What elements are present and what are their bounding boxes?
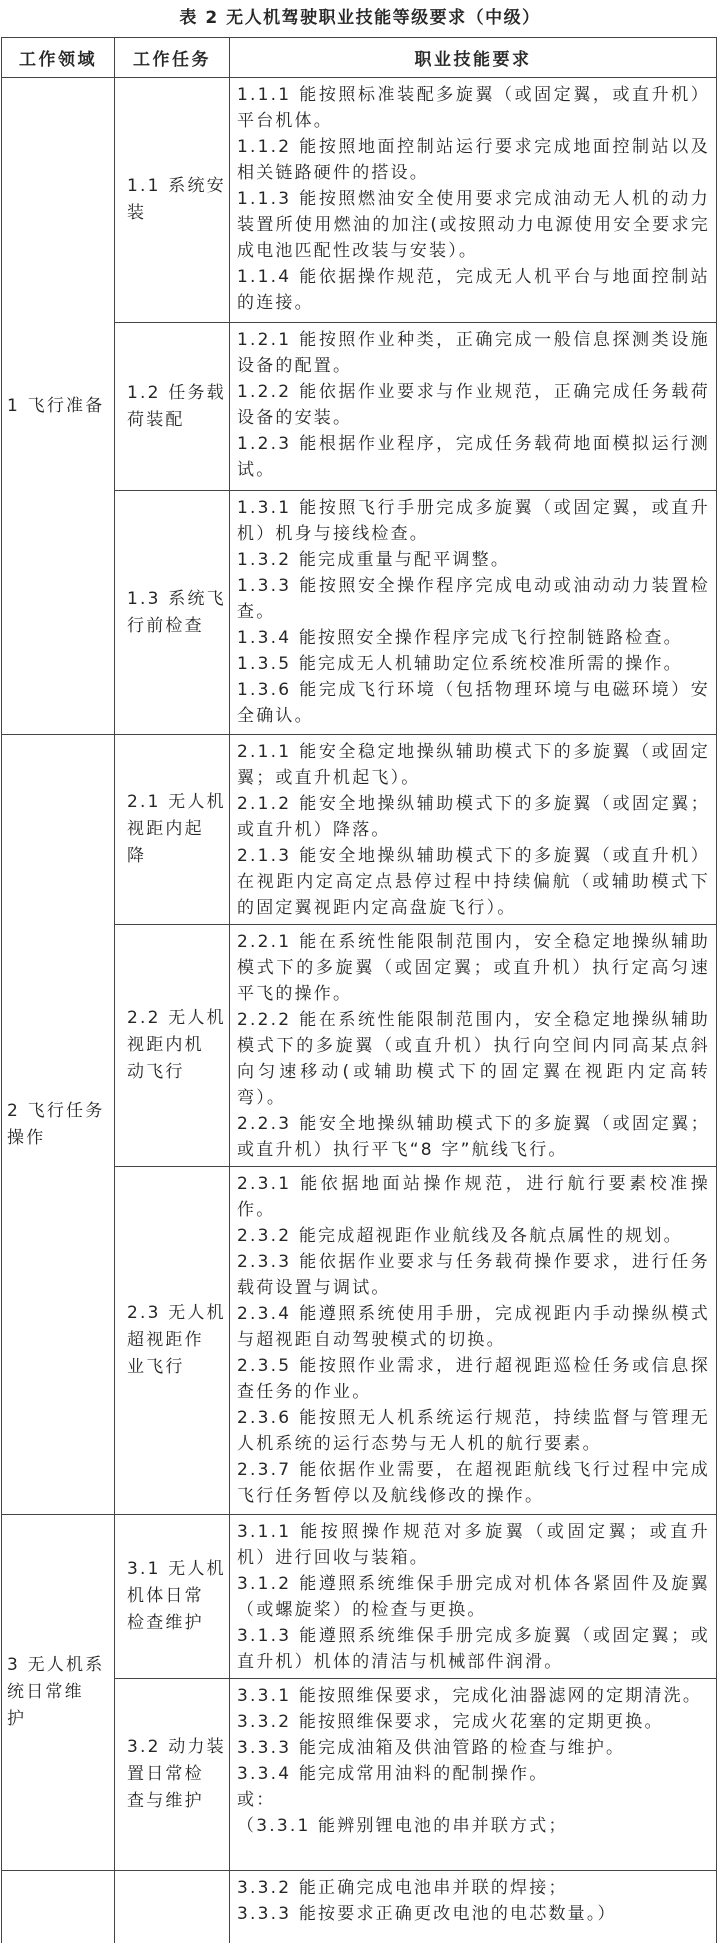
work-task-label: 视距内起: [127, 819, 204, 839]
requirement-item: 3.3.2 能按照维保要求，完成火花塞的定期更换。: [237, 1712, 664, 1732]
requirement-item: 2.3.4 能遵照系统使用手册，完成视距内手动操纵模式与超视距自动驾驶模式的切换。: [237, 1304, 710, 1350]
work-area-label: 护: [7, 1709, 27, 1729]
requirement-item: 3.3.3 能按要求正确更改电池的电芯数量。）: [237, 1904, 617, 1924]
requirement-item: 2.2.3 能安全地操纵辅助模式下的多旋翼（或固定翼；或直升机）执行平飞“8 字”航线飞行。: [237, 1114, 710, 1160]
work-task-label: 查与维护: [127, 1791, 204, 1811]
work-task-cell: [114, 77, 229, 322]
requirement-item: 1.2.3 能根据作业程序，完成任务载荷地面模拟运行测试。: [237, 434, 710, 480]
requirement-item: 2.3.5 能按照作业需求，进行超视距巡检任务或信息探查任务的作业。: [237, 1356, 710, 1402]
requirements-cell: [229, 490, 716, 734]
work-task-label: 3.1 无人机: [127, 1559, 226, 1579]
work-task-cell: [114, 322, 229, 490]
requirement-item: 或：: [237, 1790, 276, 1810]
empty-area-cell: [1, 1870, 114, 1943]
requirement-item: 2.3.7 能依据作业需要，在超视距航线飞行过程中完成飞行任务暂停以及航线修改的操作。: [237, 1460, 710, 1506]
requirement-item: 1.2.1 能按照作业种类，正确完成一般信息探测类设施设备的配置。: [237, 330, 710, 376]
work-area-label: 操作: [7, 1127, 46, 1148]
work-task-label: 1.3 系统飞: [127, 588, 226, 609]
empty-task-cell: [114, 1870, 229, 1943]
requirement-item: 2.1.2 能安全地操纵辅助模式下的多旋翼（或固定翼；或直升机）降落。: [237, 794, 710, 840]
work-task-label: 视距内机: [127, 1035, 204, 1055]
skill-requirements-table: [1, 37, 717, 1943]
requirement-item: 1.1.4 能依据操作规范，完成无人机平台与地面控制站的连接。: [237, 267, 710, 313]
header-work-area: 工作领域: [1, 37, 114, 77]
requirements-cell: [229, 924, 716, 1166]
requirement-item: 2.3.6 能按照无人机系统运行规范，持续监督与管理无人机系统的运行态势与无人机的航行要素。: [237, 1408, 710, 1454]
requirement-item: 2.1.3 能安全地操纵辅助模式下的多旋翼（或直升机）在视距内定高定点悬停过程中持续偏航（或辅助模式下的固定翼视距内定高盘旋飞行）。: [237, 846, 710, 918]
header-work-task: 工作任务: [114, 37, 229, 77]
work-task-cell: [114, 734, 229, 924]
requirement-item: 1.3.1 能按照飞行手册完成多旋翼（或固定翼，或直升机）机身与接线检查。: [237, 498, 710, 544]
requirement-item: 3.1.2 能遵照系统维保手册完成对机体各紧固件及旋翼（或螺旋桨）的检查与更换。: [237, 1574, 710, 1620]
work-area-cell: [1, 1514, 114, 1870]
requirements-cell: [229, 1514, 716, 1678]
requirement-item: 2.2.1 能在系统性能限制范围内，安全稳定地操纵辅助模式下的多旋翼（或固定翼；或直升机）执行定高匀速平飞的操作。: [237, 932, 710, 1004]
requirement-item: 2.2.2 能在系统性能限制范围内，安全稳定地操纵辅助模式下的多旋翼（或直升机）执行向空间内同高某点斜向匀速移动(或辅助模式下的固定翼在视距内定高转弯）。: [237, 1010, 710, 1108]
requirement-item: 3.3.1 能按照维保要求，完成化油器滤网的定期清洗。: [237, 1686, 703, 1706]
work-task-label: 动飞行: [127, 1062, 185, 1082]
requirement-item: 1.1.1 能按照标准装配多旋翼（或固定翼，或直升机）平台机体。: [237, 85, 710, 131]
requirement-item: 1.3.5 能完成无人机辅助定位系统校准所需的操作。: [237, 654, 683, 674]
requirements-cell: [229, 1678, 716, 1870]
work-task-label: 装: [127, 203, 147, 223]
work-area-label: 3 无人机系: [7, 1655, 105, 1675]
work-area-cell: [1, 734, 114, 1514]
requirements-cell: [229, 1166, 716, 1514]
work-area-label: 1 飞行准备: [7, 395, 105, 416]
work-task-cell: [114, 1514, 229, 1678]
requirement-item: 2.3.2 能完成超视距作业航线及各航点属性的规划。: [237, 1226, 683, 1246]
work-task-cell: [114, 1166, 229, 1514]
requirement-item: （3.3.1 能辨别锂电池的串并联方式；: [237, 1816, 568, 1836]
requirements-cell: [229, 322, 716, 490]
requirement-item: 1.1.3 能按照燃油安全使用要求完成油动无人机的动力装置所使用燃油的加注(或按照动力电源使用安全要求完成电池匹配性改装与安装）。: [237, 189, 710, 261]
work-area-cell: [1, 77, 114, 734]
requirement-item: 2.3.1 能依据地面站操作规范，进行航行要素校准操作。: [237, 1174, 710, 1220]
work-task-label: 2.2 无人机: [127, 1008, 226, 1028]
work-area-label: 统日常维: [7, 1682, 84, 1702]
requirement-item: 1.3.3 能按照安全操作程序完成电动或油动动力装置检查。: [237, 576, 710, 622]
work-task-label: 降: [127, 846, 147, 866]
work-task-label: 2.3 无人机: [127, 1303, 226, 1323]
work-task-label: 1.1 系统安: [127, 176, 226, 196]
work-task-label: 1.2 任务载: [127, 382, 226, 403]
work-area-label: 2 飞行任务: [7, 1100, 105, 1121]
work-task-label: 检查维护: [127, 1613, 204, 1633]
work-task-cell: [114, 924, 229, 1166]
requirement-item: 2.1.1 能安全稳定地操纵辅助模式下的多旋翼（或固定翼；或直升机起飞）。: [237, 742, 710, 788]
work-task-label: 2.1 无人机: [127, 792, 226, 812]
requirement-item: 1.2.2 能依据作业要求与作业规范，正确完成任务载荷设备的安装。: [237, 382, 710, 428]
table-title: 表 2 无人机驾驶职业技能等级要求（中级）: [179, 8, 541, 28]
work-task-cell: [114, 1678, 229, 1870]
requirement-item: 2.3.3 能依据作业要求与任务载荷操作要求，进行任务载荷设置与调试。: [237, 1252, 710, 1298]
work-task-label: 3.2 动力装: [127, 1737, 226, 1757]
work-task-label: 荷装配: [127, 409, 185, 430]
header-skill-requirement: 职业技能要求: [229, 37, 716, 77]
requirements-continuation-cell: [229, 1870, 716, 1943]
requirement-item: 3.1.1 能按照操作规范对多旋翼（或固定翼；或直升机）进行回收与装箱。: [237, 1522, 710, 1568]
requirement-item: 1.3.2 能完成重量与配平调整。: [237, 550, 511, 570]
work-task-label: 置日常检: [127, 1764, 204, 1784]
work-task-label: 机体日常: [127, 1586, 204, 1606]
work-task-label: 超视距作: [127, 1330, 204, 1350]
requirement-item: 3.3.2 能正确完成电池串并联的焊接；: [237, 1878, 568, 1898]
work-task-cell: [114, 490, 229, 734]
requirements-cell: [229, 734, 716, 924]
requirement-item: 3.3.3 能完成油箱及供油管路的检查与维护。: [237, 1738, 626, 1758]
work-task-label: 行前检查: [127, 615, 204, 636]
requirement-item: 3.3.4 能完成常用油料的配制操作。: [237, 1764, 549, 1784]
requirement-item: 1.3.6 能完成飞行环境（包括物理环境与电磁环境）安全确认。: [237, 680, 710, 726]
work-task-label: 业飞行: [127, 1357, 185, 1377]
requirements-cell: [229, 77, 716, 322]
requirement-item: 3.1.3 能遵照系统维保手册完成多旋翼（或固定翼；或直升机）机体的清洁与机械部件润滑。: [237, 1626, 710, 1672]
requirement-item: 1.3.4 能按照安全操作程序完成飞行控制链路检查。: [237, 628, 683, 648]
requirement-item: 1.1.2 能按照地面控制站运行要求完成地面控制站以及相关链路硬件的搭设。: [237, 137, 710, 183]
